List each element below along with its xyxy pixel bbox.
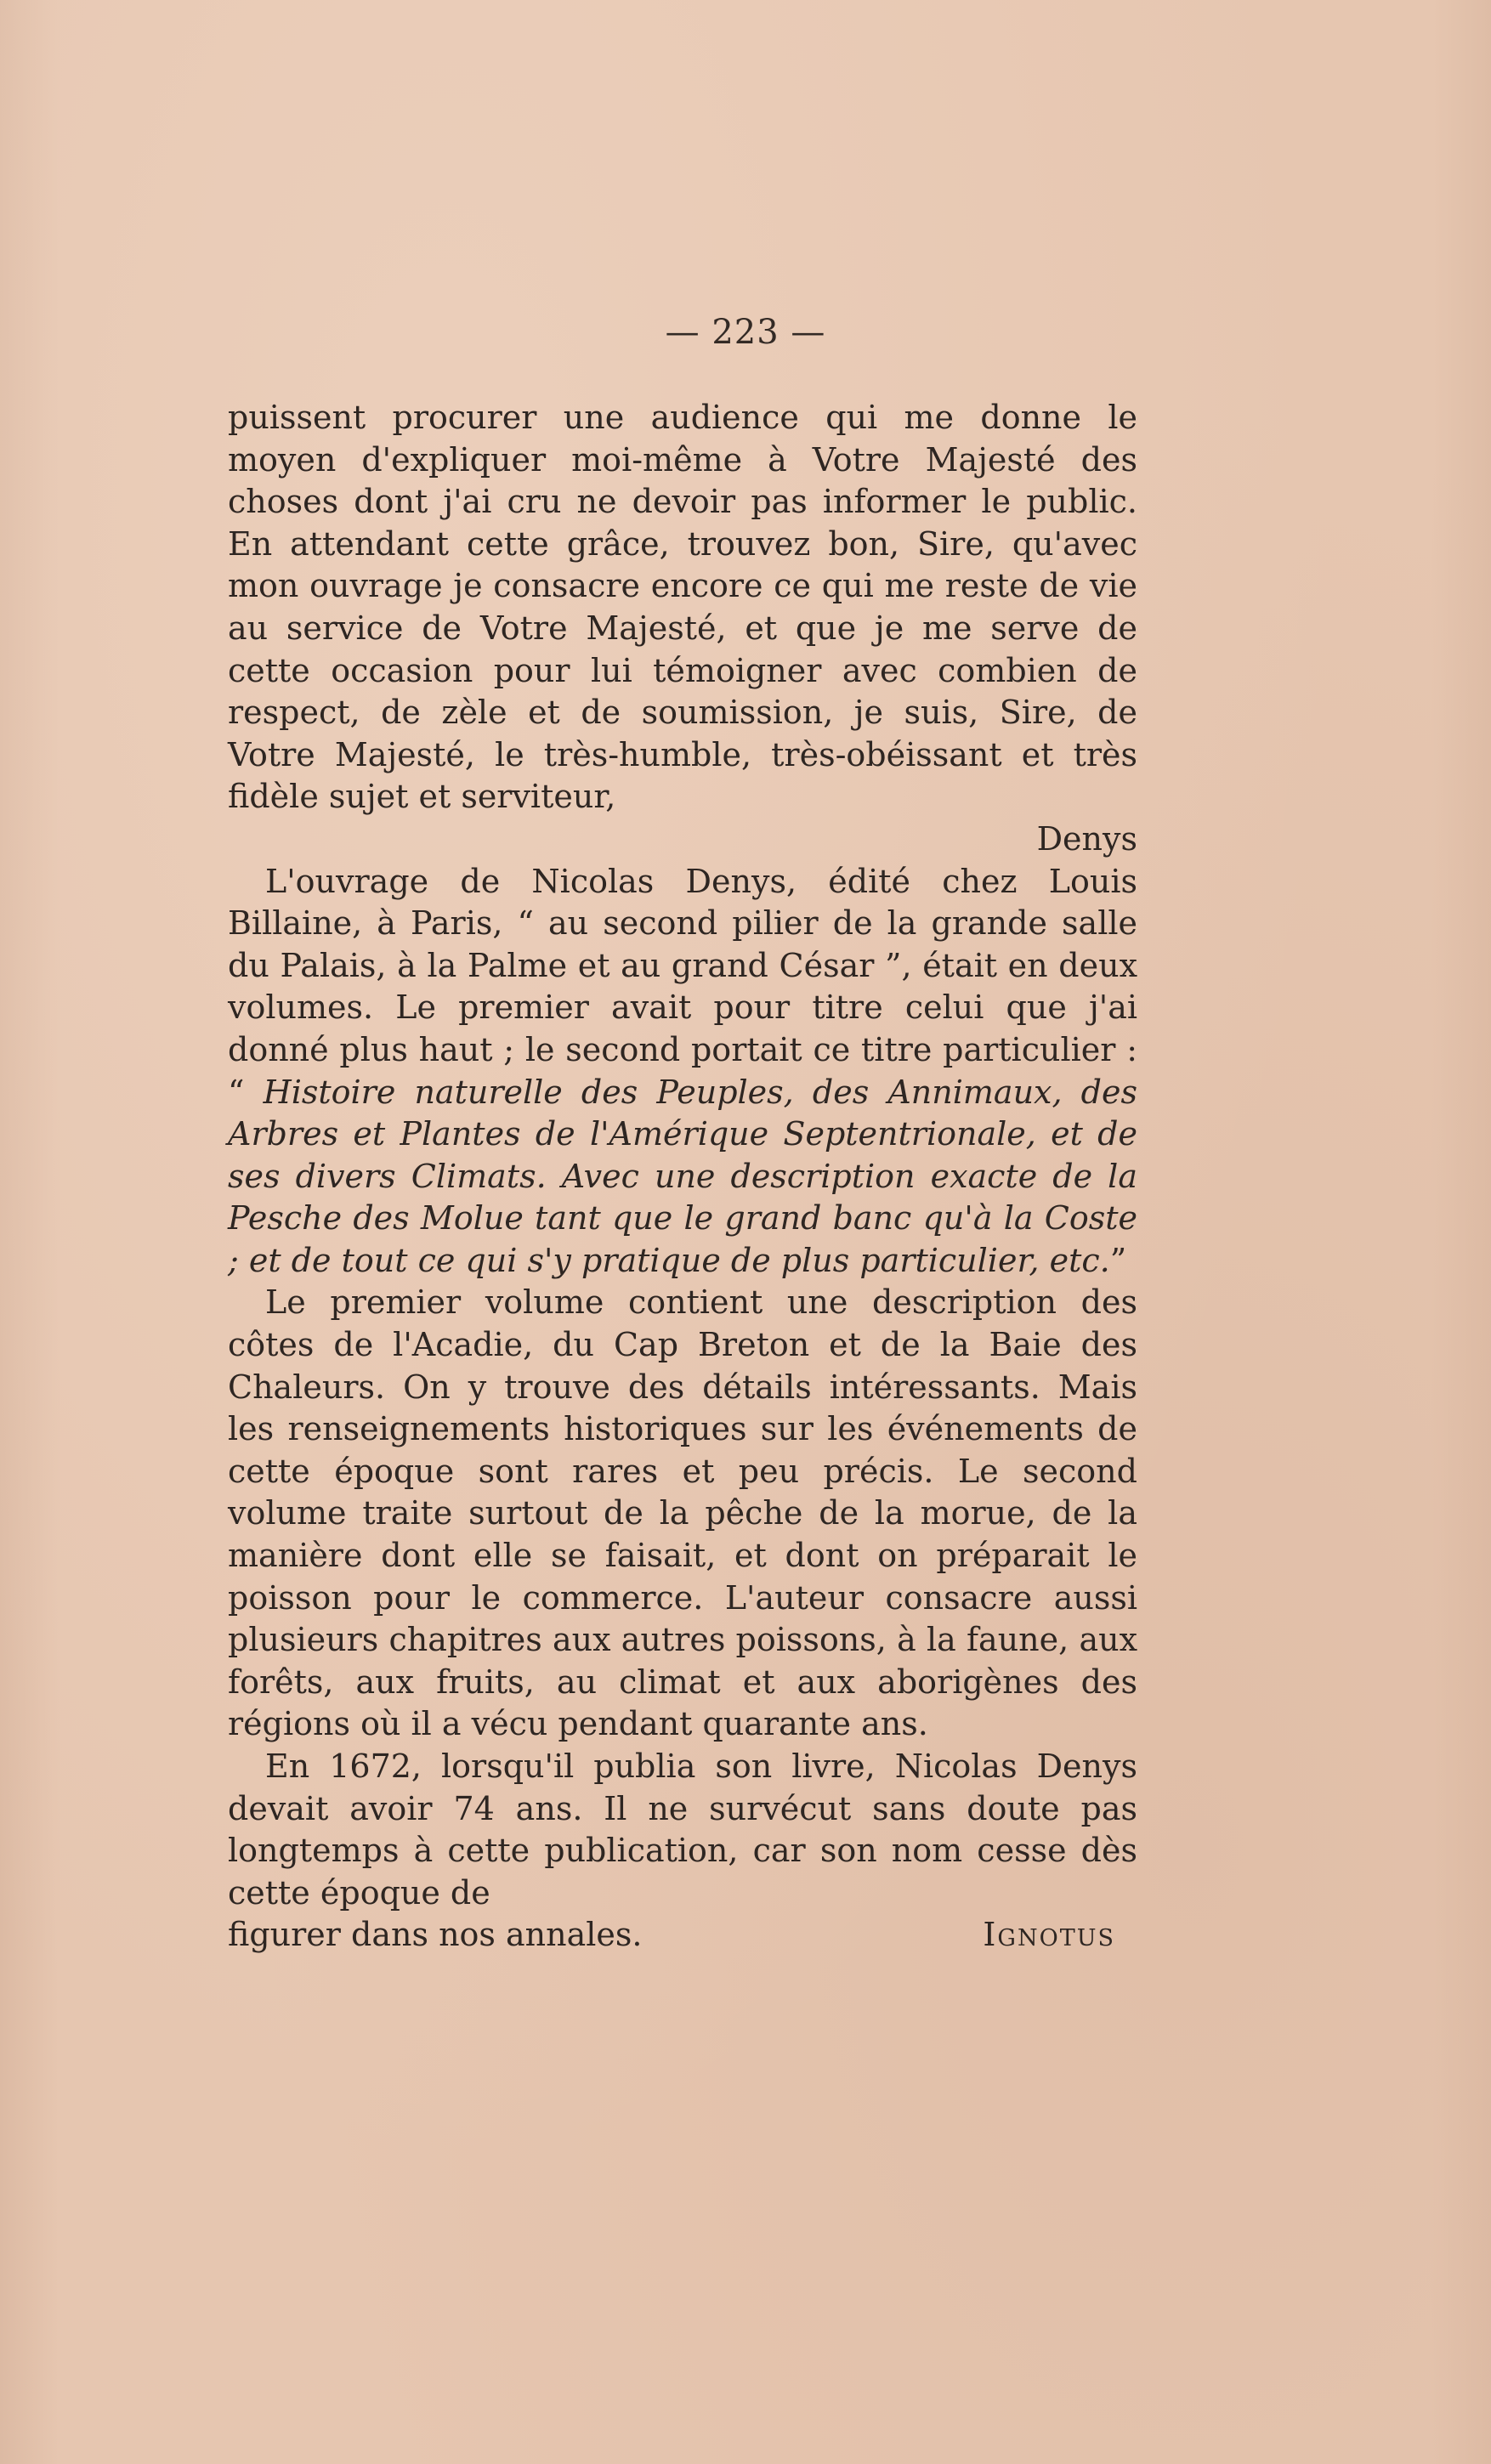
letter-signature: Denys [1036,819,1137,858]
page-number: — 223 — [665,313,826,352]
final-line-text: figurer dans nos annales. [228,1916,643,1954]
paragraph-premier-volume: Le premier volume contient une description des côtes de l'Acadie, du Cap Breton et de la Baie des Chaleurs. On y trouve des détails intéressants. Mais les renseignements historiques sur les événements de cette époque sont rares et peu précis. Le second volume traite surtout de la pêche de la morue, de la manière dont elle se faisait, et dont on préparait le poisson pour le commerce. L'auteur consacre aussi plusieurs chapitres aux autres poissons, à la faune, aux forêts, aux fruits, au climat et aux aborigènes des régions où il a vécu pendant quarante ans. [228,1283,1137,1743]
ouvrage-title-italic: Histoire naturelle des Peuples, des Annimaux, des Arbres et Plantes de l'Amérique Septentrionale, et de ses divers Climats. Avec une description exacte de la Pesche des Molue tant que le grand banc qu'à la Coste ; et de tout ce qui s'y pratique de plus particulier, etc. [228,1073,1137,1279]
paragraph-ouvrage [228,861,1137,1283]
author-signature: Ignotus [983,1916,1115,1954]
final-line [228,1914,1137,1957]
paragraph-final: En 1672, lorsqu'il publia son livre, Nicolas Denys devait avoir 74 ans. Il ne survécut sans doute pas longtemps à cette publication, car son nom cesse dès cette époque de [228,1747,1137,1912]
ouvrage-intro-text: L'ouvrage de Nicolas Denys, édité chez Louis Billaine, à Paris, “ au second pilier de la grande salle du Palais, à la Palme et au grand César ”, était en deux volumes. Le premier avait pour titre celui que j'ai donné plus haut ; le second portait ce titre particulier : “ [228,862,1137,1111]
ouvrage-close-quote: ” [1109,1241,1127,1279]
body-text [228,397,1137,1957]
paragraph-letter-end: puissent procurer une audience qui me donne le moyen d'expliquer moi-même à Votre Majesté des choses dont j'ai cru ne devoir pas informer le public. En attendant cette grâce, trouvez bon, Sire, qu'avec mon ouvrage je consacre encore ce qui me reste de vie au service de Votre Majesté, et que je me serve de cette occasion pour lui témoigner avec combien de respect, de zèle et de soumission, je suis, Sire, de Votre Majesté, le très-humble, très-obéissant et très fidèle sujet et serviteur, [228,399,1137,816]
